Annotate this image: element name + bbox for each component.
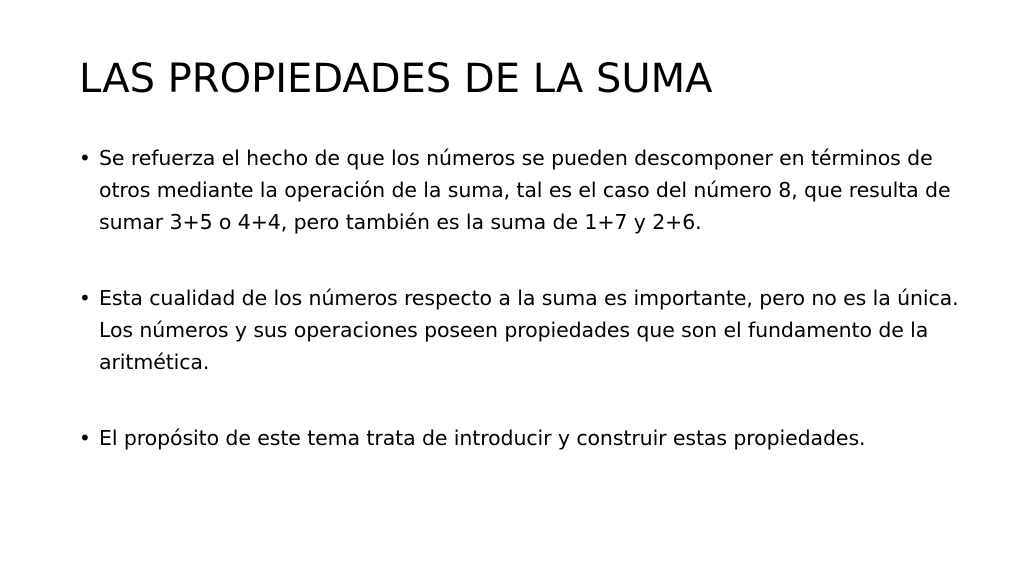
slide-title: LAS PROPIEDADES DE LA SUMA [79,56,713,102]
bullet-list [79,142,969,498]
bullet-text: Se refuerza el hecho de que los números se pueden descomponer en términos de otros mediante la operación de la suma, tal es el caso del número 8, que resulta de sumar 3+5 o 4+4, pero también es la suma de 1+7 y 2+6. [99,146,951,234]
bullet-icon: • [79,426,91,450]
bullet-icon: • [79,146,91,170]
bullet-text: El propósito de este tema trata de introducir y construir estas propiedades. [99,426,866,450]
bullet-icon: • [79,286,91,310]
bullet-item [79,142,969,238]
bullet-text: Esta cualidad de los números respecto a la suma es importante, pero no es la única. Los números y sus operaciones poseen propiedades que son el fundamento de la aritmética. [99,286,959,374]
bullet-item [79,282,969,378]
bullet-item [79,422,969,454]
